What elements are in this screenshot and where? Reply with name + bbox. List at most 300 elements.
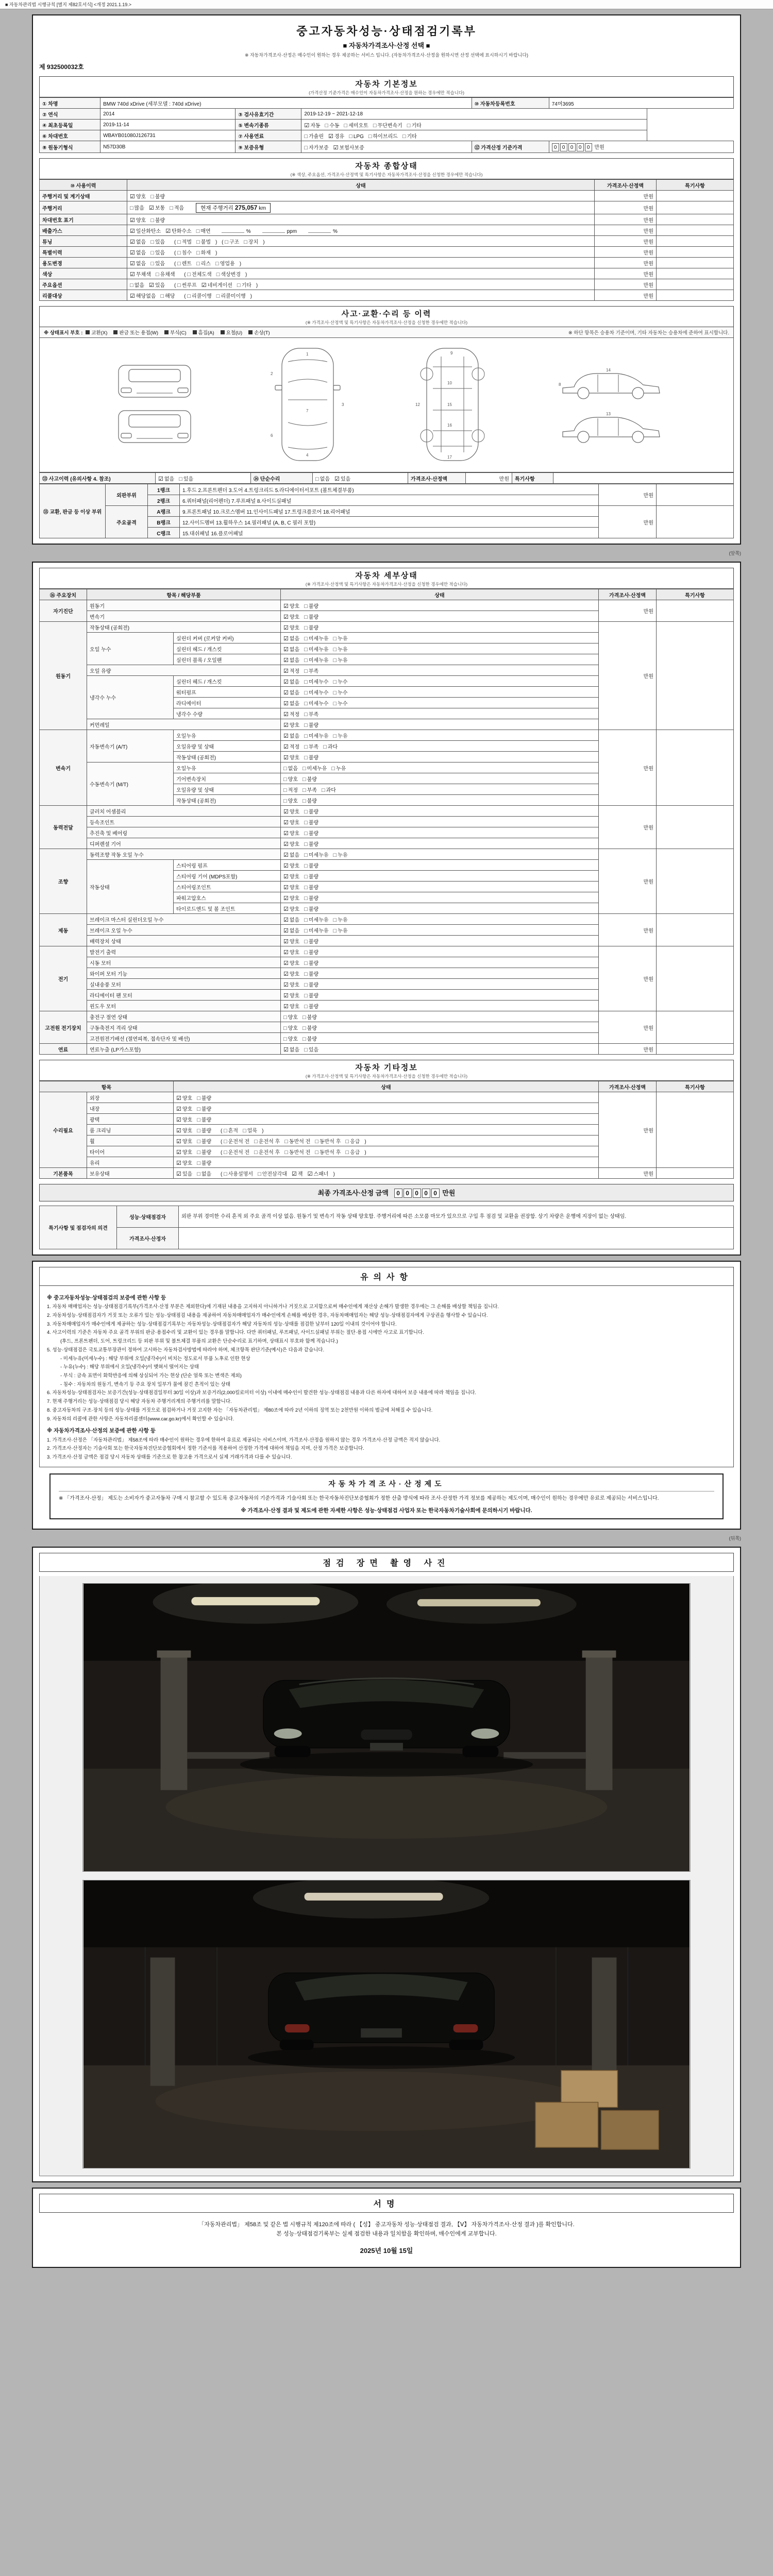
checkbox-과다[interactable]: □ 과다 <box>323 743 338 750</box>
checkbox-불량[interactable]: □ 불량 <box>304 949 319 956</box>
checkbox-양호[interactable]: ☑ 양호 <box>283 614 300 620</box>
checkbox-미세누수[interactable]: □ 미세누수 <box>304 700 329 707</box>
device-subitem: 파워고압호스 <box>174 892 281 903</box>
checkbox-매연[interactable]: □ 매연 <box>196 228 211 234</box>
checkbox-불량[interactable]: □ 불량 <box>304 614 319 620</box>
checkbox-icon: □ <box>304 646 308 653</box>
checkbox-불량[interactable]: □ 불량 <box>303 1025 317 1031</box>
checkbox-불량[interactable]: □ 불량 <box>304 754 319 761</box>
checkbox-양호[interactable]: ☑ 양호 <box>283 624 300 631</box>
checkbox-부족[interactable]: □ 부족 <box>304 711 319 718</box>
checkbox-양호[interactable]: ☑ 양호 <box>283 895 300 902</box>
checkbox-흔적[interactable]: □ 흔적 <box>224 1127 239 1134</box>
checkbox-양호[interactable]: □ 양호 <box>283 776 298 783</box>
device-item: 시동 모터 <box>87 957 281 968</box>
device-item: 오일 유량 <box>87 665 281 676</box>
checkbox-많음[interactable]: □ 많음 <box>130 205 144 211</box>
device-item: 발전기 출력 <box>87 946 281 957</box>
checkbox-운전석 전[interactable]: □ 운전석 전 <box>224 1149 250 1156</box>
checkbox-없음[interactable]: ☑ 없음 <box>130 260 146 267</box>
price-cell: 만원 <box>595 201 657 214</box>
checkbox-양호[interactable]: ☑ 양호 <box>283 830 300 837</box>
checkbox-응급[interactable]: □ 응급 <box>345 1149 360 1156</box>
checkbox-잭[interactable]: ☑ 잭 <box>292 1171 303 1177</box>
checkbox-불량[interactable]: □ 불량 <box>304 981 319 988</box>
device-subitem: 오일유량 및 상태 <box>174 741 281 752</box>
note-cell <box>657 849 734 914</box>
checkbox-양호[interactable]: ☑ 양호 <box>283 960 300 967</box>
checkbox-없음[interactable]: ☑ 없음 <box>130 239 146 245</box>
checkbox-렌트[interactable]: □ 렌트 <box>177 260 192 267</box>
checkbox-수동[interactable]: □ 수동 <box>325 122 340 129</box>
checkbox-유채색[interactable]: □ 유채색 <box>155 271 175 278</box>
field-value: 74머3695 <box>549 98 733 109</box>
checkbox-icon: □ <box>333 657 337 664</box>
checkbox-양호[interactable]: ☑ 양호 <box>176 1095 193 1101</box>
checkbox-icon: □ <box>224 1127 227 1134</box>
checkbox-양호[interactable]: ☑ 양호 <box>176 1138 193 1145</box>
device-group: 변속기 <box>40 730 87 806</box>
checkbox-누유[interactable]: □ 누유 <box>333 733 348 739</box>
checkbox-있음[interactable]: ☑ 있음 <box>148 282 165 289</box>
checkbox-없음[interactable]: ☑ 없음 <box>283 635 300 642</box>
checkbox-불량[interactable]: □ 불량 <box>150 217 165 224</box>
section-title: 자동차 종합상태 <box>355 162 418 171</box>
checkbox-화재[interactable]: □ 화재 <box>196 249 211 256</box>
checkbox-양호[interactable]: ☑ 양호 <box>176 1116 193 1123</box>
checkbox-icon: □ <box>304 689 308 696</box>
opinion-text <box>179 1228 734 1249</box>
checkbox-icon: □ <box>304 603 308 609</box>
measurement-blank[interactable]: ppm <box>256 229 297 234</box>
checkbox-양호[interactable]: ☑ 양호 <box>283 949 300 956</box>
notice-subitem: - 미세누유(미세누수) : 해당 부위에 오일(냉각수)이 비치는 정도로서 부품 노후로 인한 현상 <box>60 1355 250 1362</box>
checkbox-누수[interactable]: □ 누수 <box>333 689 348 696</box>
sub-option-group: ( □ 썬루프 ☑ 네비게이션 □ 기타 ) <box>174 283 258 289</box>
sub-option-group: ( □ 사용설명서 □ 안전삼각대 ☑ 잭 ☑ 스패너 ) <box>221 1172 335 1177</box>
checkbox-불량[interactable]: □ 불량 <box>150 193 165 200</box>
note-cell <box>657 600 734 622</box>
checkbox-미세누유[interactable]: □ 미세누유 <box>304 733 329 739</box>
row-label: 튜닝 <box>40 236 127 247</box>
checkbox-미세누수[interactable]: □ 미세누수 <box>304 689 329 696</box>
checkbox-불량[interactable]: □ 불량 <box>303 1014 317 1021</box>
checkbox-불량[interactable]: □ 불량 <box>303 798 317 804</box>
device-state <box>281 1033 599 1044</box>
checkbox-icon: ☑ <box>283 733 289 739</box>
checkbox-양호[interactable]: □ 양호 <box>283 1036 298 1042</box>
note-cell <box>657 268 734 279</box>
other-state <box>174 1114 599 1125</box>
other-state <box>174 1168 599 1179</box>
checkbox-적음[interactable]: □ 적음 <box>170 205 184 211</box>
checkbox-icon: ☑ <box>176 1116 181 1123</box>
checkbox-불량[interactable]: □ 불량 <box>197 1149 212 1156</box>
checkbox-icon: □ <box>333 700 337 707</box>
notice-item: 9. 자동차의 리콜에 관한 사항은 자동차리콜센터(www.car.go.kr)에서 확인할 수 있습니다. <box>47 1416 234 1422</box>
checkbox-양호[interactable]: ☑ 양호 <box>130 193 146 200</box>
checkbox-스패너[interactable]: ☑ 스패너 <box>307 1171 329 1177</box>
checkbox-없음[interactable]: ☑ 없음 <box>283 733 300 739</box>
checkbox-안전삼각대[interactable]: □ 안전삼각대 <box>258 1171 288 1177</box>
checkbox-썬루프[interactable]: □ 썬루프 <box>177 282 197 289</box>
checkbox-있음[interactable]: ☑ 있음 <box>334 476 351 482</box>
row-label: 주행거리 및 계기상태 <box>40 191 127 201</box>
device-state <box>281 925 599 936</box>
device-state <box>281 979 599 990</box>
checkbox-가솔린[interactable]: □ 가솔린 <box>304 133 324 140</box>
checkbox-불량[interactable]: □ 불량 <box>197 1106 212 1112</box>
row-label: 배출가스 <box>40 225 127 236</box>
checkbox-없음[interactable]: ☑ 없음 <box>283 689 300 696</box>
checkbox-적정[interactable]: ☑ 적정 <box>283 668 300 674</box>
signature-body <box>39 2213 734 2262</box>
checkbox-무단변속기[interactable]: □ 무단변속기 <box>373 122 402 129</box>
field-label: ⑥ 차대번호 <box>40 130 100 141</box>
checkbox-불량[interactable]: □ 불량 <box>304 895 319 902</box>
checkbox-불량[interactable]: □ 불량 <box>303 776 317 783</box>
amount-digit: 0 <box>552 143 559 151</box>
checkbox-불량[interactable]: □ 불량 <box>197 1138 212 1145</box>
checkbox-응급[interactable]: □ 응급 <box>345 1138 360 1145</box>
checkbox-미세누수[interactable]: □ 미세누수 <box>304 679 329 685</box>
checkbox-불량[interactable]: □ 불량 <box>197 1160 212 1166</box>
checkbox-양호[interactable]: ☑ 양호 <box>283 906 300 912</box>
checkbox-불량[interactable]: □ 불량 <box>304 722 319 728</box>
checkbox-icon: □ <box>150 217 154 224</box>
checkbox-누유[interactable]: □ 누유 <box>333 917 348 923</box>
checkbox-사용설명서[interactable]: □ 사용설명서 <box>224 1171 254 1177</box>
checkbox-양호[interactable]: ☑ 양호 <box>283 603 300 609</box>
checkbox-양호[interactable]: ☑ 양호 <box>283 808 300 815</box>
checkbox-색상변경[interactable]: □ 색상변경 <box>216 271 241 278</box>
main-form-panel <box>32 14 741 545</box>
note-cell <box>657 1044 734 1055</box>
checkbox-icon: □ <box>368 133 372 140</box>
rank-items: 15.대쉬패널 16.플로어패널 <box>180 528 599 538</box>
checkbox-icon: □ <box>304 711 308 718</box>
checkbox-운전석 전[interactable]: □ 운전석 전 <box>224 1138 250 1145</box>
checkbox-icon: ☑ <box>283 852 289 858</box>
other-group: 기본품목 <box>40 1168 87 1179</box>
checkbox-기타[interactable]: □ 기타 <box>402 133 417 140</box>
other-item: 휠 <box>87 1136 174 1146</box>
checkbox-icon: □ <box>333 635 337 642</box>
checkbox-icon: □ <box>150 260 154 267</box>
checkbox-있음[interactable]: □ 있음 <box>150 239 165 245</box>
checkbox-icon: □ <box>345 1149 349 1156</box>
checkbox-경유[interactable]: ☑ 경유 <box>328 133 345 140</box>
checkbox-icon: □ <box>304 927 308 934</box>
final-amount-digit: 0 <box>404 1189 412 1198</box>
checkbox-없음[interactable]: □ 없음 <box>197 1171 212 1177</box>
checkbox-불량[interactable]: □ 불량 <box>197 1127 212 1134</box>
checkbox-불량[interactable]: □ 불량 <box>304 624 319 631</box>
checkbox-icon: ☑ <box>283 1046 289 1053</box>
other-item: 내장 <box>87 1103 174 1114</box>
checkbox-없음[interactable]: ☑ 없음 <box>130 249 146 256</box>
checkbox-icon: □ <box>283 787 287 793</box>
notice-item: 5. 성능·상태점검은 국토교통부장관이 정하여 고시하는 자동차검사방법에 따라야 하며, 체크항목 판단기준(예시)은 다음과 같습니다. <box>47 1347 325 1353</box>
svg-text:3: 3 <box>341 402 344 407</box>
car-diagram-row <box>39 338 734 472</box>
section-other <box>39 1060 734 1081</box>
checkbox-해당[interactable]: □ 해당 <box>160 293 175 299</box>
checkbox-양호[interactable]: □ 양호 <box>283 1025 298 1031</box>
row-state <box>127 191 595 201</box>
checkbox-동반석 전[interactable]: □ 동반석 전 <box>284 1149 311 1156</box>
checkbox-불량[interactable]: □ 불량 <box>304 873 319 880</box>
checkbox-양호[interactable]: ☑ 양호 <box>283 873 300 880</box>
checkbox-누수[interactable]: □ 누수 <box>333 679 348 685</box>
checkbox-불량[interactable]: □ 불량 <box>197 1116 212 1123</box>
checkbox-자동[interactable]: ☑ 자동 <box>304 122 321 129</box>
rank-items: 9.프론트패널 10.크로스멤버 11.인사이드패널 17.트렁크플로어 18.리어패널 <box>180 506 599 517</box>
checkbox-불량[interactable]: □ 불량 <box>304 841 319 848</box>
checkbox-icon: ☑ <box>201 282 207 289</box>
checkbox-icon: ☑ <box>283 960 289 967</box>
legend-symbol: 부식(C) <box>164 330 187 336</box>
field-label: ① 차명 <box>40 98 100 109</box>
checkbox-icon: □ <box>303 776 306 783</box>
checkbox-해당없음[interactable]: ☑ 해당없음 <box>130 293 156 299</box>
checkbox-없음[interactable]: ☑ 없음 <box>283 700 300 707</box>
checkbox-양호[interactable]: ☑ 양호 <box>283 938 300 945</box>
checkbox-양호[interactable]: ☑ 양호 <box>176 1160 193 1166</box>
checkbox-있음[interactable]: ☑ 있음 <box>176 1171 193 1177</box>
checkbox-보통[interactable]: ☑ 보통 <box>148 205 165 211</box>
checkbox-적정[interactable]: ☑ 적정 <box>283 743 300 750</box>
checkbox-불량[interactable]: □ 불량 <box>304 819 319 826</box>
other-state <box>174 1125 599 1136</box>
device-item: 작동상태 <box>87 860 174 914</box>
checkbox-리콜미이행[interactable]: □ 리콜미이행 <box>216 293 246 299</box>
checkbox-icon: ☑ <box>283 646 289 653</box>
checkbox-과다[interactable]: □ 과다 <box>321 787 336 793</box>
detail-panel <box>32 562 741 1256</box>
device-group: 연료 <box>40 1044 87 1055</box>
checkbox-불량[interactable]: □ 불량 <box>304 938 319 945</box>
checkbox-동반석 후[interactable]: □ 동반석 후 <box>315 1138 341 1145</box>
checkbox-불량[interactable]: □ 불량 <box>304 884 319 891</box>
device-item: 브레이크 마스터 실린더오일 누수 <box>87 914 281 925</box>
device-item: 변속기 <box>87 611 281 622</box>
checkbox-리스[interactable]: □ 리스 <box>196 260 211 267</box>
checkbox-불량[interactable]: □ 불량 <box>304 830 319 837</box>
checkbox-icon: □ <box>216 293 220 299</box>
checkbox-icon: ☑ <box>130 271 135 278</box>
checkbox-얼룩[interactable]: □ 얼룩 <box>243 1127 258 1134</box>
checkbox-있음[interactable]: □ 있음 <box>304 1046 319 1053</box>
price-cell: 만원 <box>599 1092 657 1168</box>
svg-text:4: 4 <box>306 453 309 457</box>
checkbox-하이브리드[interactable]: □ 하이브리드 <box>368 133 398 140</box>
checkbox-보험사보증[interactable]: ☑ 보험사보증 <box>333 144 364 151</box>
checkbox-무채색[interactable]: ☑ 무채색 <box>130 271 151 278</box>
checkbox-양호[interactable]: ☑ 양호 <box>283 819 300 826</box>
device-state <box>281 752 599 762</box>
checkbox-icon: □ <box>283 765 287 772</box>
checkbox-미세누유[interactable]: □ 미세누유 <box>304 917 329 923</box>
checkbox-불량[interactable]: □ 불량 <box>304 971 319 977</box>
checkbox-양호[interactable]: □ 양호 <box>283 798 298 804</box>
checkbox-양호[interactable]: ☑ 양호 <box>283 971 300 977</box>
final-amount-digit: 0 <box>413 1189 421 1198</box>
checkbox-양호[interactable]: ☑ 양호 <box>283 1003 300 1010</box>
checkbox-있음[interactable]: □ 있음 <box>150 249 165 256</box>
checkbox-양호[interactable]: □ 양호 <box>283 1014 298 1021</box>
checkbox-icon: ☑ <box>304 122 310 129</box>
device-subitem: 스티어링 펌프 <box>174 860 281 871</box>
checkbox-동반석 전[interactable]: □ 동반석 전 <box>284 1138 311 1145</box>
device-subitem: 오일유량 및 상태 <box>174 784 281 795</box>
checkbox-없음[interactable]: ☑ 없음 <box>283 927 300 934</box>
row-label: 주요옵션 <box>40 279 127 290</box>
checkbox-불량[interactable]: □ 불량 <box>304 992 319 999</box>
rank-level: B랭크 <box>148 517 180 528</box>
checkbox-네비게이션[interactable]: ☑ 네비게이션 <box>201 282 232 289</box>
rank-items: 12.사이드멤버 13.휠하우스 14.필러패널 (A, B, C 필러 포함) <box>180 517 599 528</box>
checkbox-양호[interactable]: ☑ 양호 <box>283 992 300 999</box>
checkbox-icon: ☑ <box>283 906 289 912</box>
checkbox-없음[interactable]: □ 없음 <box>283 765 298 772</box>
legend-square-icon <box>248 330 253 334</box>
checkbox-없음[interactable]: ☑ 없음 <box>283 1046 300 1053</box>
checkbox-탄화수소[interactable]: ☑ 탄화수소 <box>165 228 192 234</box>
checkbox-양호[interactable]: ☑ 양호 <box>176 1149 193 1156</box>
checkbox-불량[interactable]: □ 불량 <box>304 906 319 912</box>
checkbox-일산화탄소[interactable]: ☑ 일산화탄소 <box>130 228 161 234</box>
checkbox-양호[interactable]: ☑ 양호 <box>283 981 300 988</box>
other-state <box>174 1092 599 1103</box>
checkbox-icon: □ <box>196 249 200 256</box>
checkbox-없음[interactable]: ☑ 없음 <box>283 646 300 653</box>
checkbox-icon: □ <box>304 852 308 858</box>
checkbox-적정[interactable]: ☑ 적정 <box>283 711 300 718</box>
checkbox-있음[interactable]: □ 있음 <box>179 476 194 482</box>
measurement-blank[interactable]: % <box>302 229 338 234</box>
checkbox-미세누유[interactable]: □ 미세누유 <box>304 635 329 642</box>
svg-text:7: 7 <box>306 409 309 413</box>
checkbox-불량[interactable]: □ 불량 <box>303 1036 317 1042</box>
checkbox-양호[interactable]: ☑ 양호 <box>283 862 300 869</box>
price-cell: 만원 <box>599 806 657 849</box>
checkbox-불량[interactable]: □ 불량 <box>304 862 319 869</box>
checkbox-없음[interactable]: ☑ 없음 <box>283 852 300 858</box>
checkbox-icon: ☑ <box>176 1127 181 1134</box>
checkbox-부족[interactable]: □ 부족 <box>304 668 319 674</box>
device-subitem: 실린더 헤드 / 개스킷 <box>174 676 281 687</box>
checkbox-양호[interactable]: ☑ 양호 <box>283 841 300 848</box>
note-cell <box>657 806 734 849</box>
checkbox-양호[interactable]: ☑ 양호 <box>176 1106 193 1112</box>
checkbox-있음[interactable]: □ 있음 <box>150 260 165 267</box>
checkbox-양호[interactable]: ☑ 양호 <box>176 1127 193 1134</box>
device-state <box>281 600 599 611</box>
checkbox-불량[interactable]: □ 불량 <box>304 808 319 815</box>
checkbox-동반석 후[interactable]: □ 동반석 후 <box>315 1149 341 1156</box>
checkbox-없음[interactable]: ☑ 없음 <box>283 657 300 664</box>
checkbox-누수[interactable]: □ 누수 <box>333 700 348 707</box>
checkbox-부족[interactable]: □ 부족 <box>303 787 317 793</box>
checkbox-누유[interactable]: □ 누유 <box>333 646 348 653</box>
checkbox-기타[interactable]: □ 기타 <box>407 122 422 129</box>
checkbox-불법[interactable]: □ 불법 <box>196 239 211 245</box>
checkbox-불량[interactable]: □ 불량 <box>304 603 319 609</box>
column-header: 가격조사·산정액 <box>599 1081 657 1092</box>
checkbox-구조[interactable]: □ 구조 <box>225 239 240 245</box>
checkbox-침수[interactable]: □ 침수 <box>177 249 192 256</box>
checkbox-icon: □ <box>258 1171 261 1177</box>
checkbox-장치[interactable]: □ 장치 <box>244 239 259 245</box>
checkbox-누유[interactable]: □ 누유 <box>333 927 348 934</box>
checkbox-양호[interactable]: ☑ 양호 <box>283 754 300 761</box>
checkbox-기타[interactable]: □ 기타 <box>237 282 251 289</box>
checkbox-운전석 후[interactable]: □ 운전석 후 <box>254 1149 280 1156</box>
checkbox-양호[interactable]: ☑ 양호 <box>283 722 300 728</box>
checkbox-없음[interactable]: □ 없음 <box>130 282 144 289</box>
checkbox-불량[interactable]: □ 불량 <box>304 1003 319 1010</box>
device-state <box>281 665 599 676</box>
checkbox-icon: ☑ <box>283 689 289 696</box>
checkbox-미세누유[interactable]: □ 미세누유 <box>304 657 329 664</box>
device-item: 오일 누수 <box>87 633 174 665</box>
checkbox-누유[interactable]: □ 누유 <box>333 657 348 664</box>
legend-square-icon <box>193 330 197 334</box>
checkbox-부족[interactable]: □ 부족 <box>304 743 319 750</box>
measurement-blank[interactable]: % <box>215 229 251 234</box>
checkbox-적법[interactable]: □ 적법 <box>177 239 192 245</box>
checkbox-누유[interactable]: □ 누유 <box>333 635 348 642</box>
checkbox-없음[interactable]: ☑ 없음 <box>283 679 300 685</box>
checkbox-없음[interactable]: ☑ 없음 <box>158 476 175 482</box>
other-state <box>174 1136 599 1146</box>
field-label: ⑧ 원동기형식 <box>40 141 100 153</box>
checkbox-미세누유[interactable]: □ 미세누유 <box>304 646 329 653</box>
checkbox-누유[interactable]: □ 누유 <box>333 852 348 858</box>
checkbox-적정[interactable]: □ 적정 <box>283 787 298 793</box>
checkbox-미세누유[interactable]: □ 미세누유 <box>303 765 327 772</box>
device-item: 구동축전지 격리 상태 <box>87 1022 281 1033</box>
checkbox-리콜이행[interactable]: □ 리콜이행 <box>187 293 212 299</box>
section-title: 자동차 기본정보 <box>355 80 418 89</box>
checkbox-없음[interactable]: ☑ 없음 <box>283 917 300 923</box>
checkbox-영업용[interactable]: □ 영업용 <box>215 260 235 267</box>
field-checkbox-group <box>301 120 647 130</box>
legend-symbol: 손상(T) <box>248 330 270 336</box>
price-cell: 만원 <box>599 506 657 538</box>
amount-digit: 0 <box>585 143 592 151</box>
checkbox-세미오토[interactable]: □ 세미오토 <box>344 122 368 129</box>
checkbox-icon: □ <box>321 787 325 793</box>
checkbox-자가보증[interactable]: □ 자가보증 <box>304 144 329 151</box>
checkbox-양호[interactable]: ☑ 양호 <box>283 884 300 891</box>
checkbox-미세누유[interactable]: □ 미세누유 <box>304 852 329 858</box>
checkbox-불량[interactable]: □ 불량 <box>197 1095 212 1101</box>
checkbox-양호[interactable]: ☑ 양호 <box>130 217 146 224</box>
checkbox-불량[interactable]: □ 불량 <box>304 960 319 967</box>
checkbox-전체도색[interactable]: □ 전체도색 <box>187 271 212 278</box>
checkbox-icon: □ <box>187 271 191 278</box>
field-label: ⑦ 사용연료 <box>236 130 301 141</box>
checkbox-LPG[interactable]: □ LPG <box>349 133 364 140</box>
checkbox-운전석 후[interactable]: □ 운전석 후 <box>254 1138 280 1145</box>
checkbox-icon: □ <box>304 144 308 151</box>
checkbox-없음[interactable]: □ 없음 <box>315 476 330 482</box>
final-price-label: 최종 가격조사·산정 금액 <box>317 1189 389 1197</box>
checkbox-누유[interactable]: □ 누유 <box>331 765 346 772</box>
checkbox-미세누유[interactable]: □ 미세누유 <box>304 927 329 934</box>
